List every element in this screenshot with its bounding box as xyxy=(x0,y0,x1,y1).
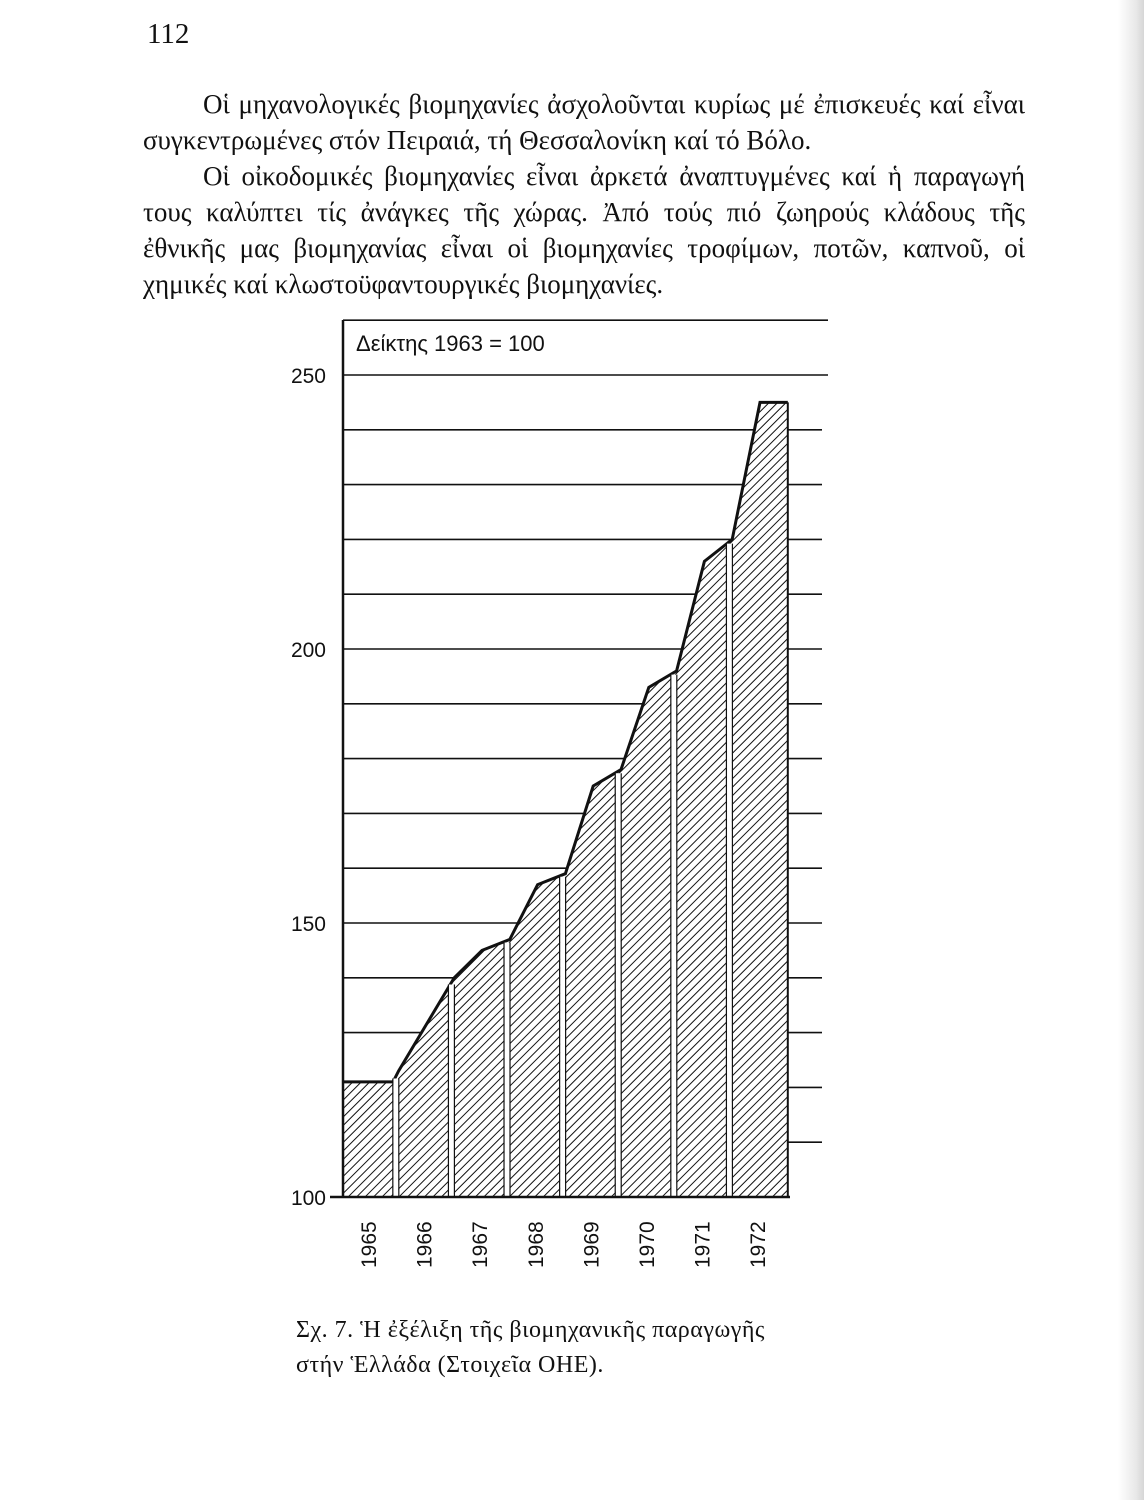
x-tick-label: 1967 xyxy=(469,1221,493,1268)
x-tick-label: 1968 xyxy=(524,1221,548,1268)
y-tick-label: 150 xyxy=(290,913,326,936)
y-tick-label: 100 xyxy=(290,1187,326,1210)
x-tick-label: 1971 xyxy=(691,1221,715,1268)
paragraph: Οἱ οἰκοδομικές βιομηχανίες εἶναι ἀρκετά ἀναπτυγμένες καί ἡ παραγωγή τους καλύπτει τίς ἀνάγκες τῆς χώρας. Ἀπό τούς πιό ζωηρούς κλάδους τῆς ἐθνικῆς μας βιομηχανίας εἶναι οἱ βιομηχανίες τροφίμων, ποτῶν, καπνοῦ, οἱ χημικές καί κλωστοϋφαντουργικές βιομηχανίες. xyxy=(143,161,1025,299)
x-tick-label: 1970 xyxy=(636,1221,660,1268)
y-tick-label: 250 xyxy=(290,365,326,388)
caption-line: Σχ. 7. Ἡ ἐξέλιξη τῆς βιομηχανικῆς παραγωγῆς xyxy=(296,1317,765,1343)
chart-title: Δείκτης 1963 = 100 xyxy=(356,331,545,356)
figure-caption xyxy=(296,1313,856,1383)
caption-line: στήν Ἑλλάδα (Στοιχεῖα ΟΗΕ). xyxy=(296,1352,604,1378)
page-number: 112 xyxy=(147,18,190,50)
paragraph: Οἱ μηχανολογικές βιομηχανίες ἀσχολοῦνται κυρίως μέ ἐπισκευές καί εἶναι συγκεντρωμένες στόν Πειραιά, τή Θεσσαλονίκη καί τό Βόλο. xyxy=(143,89,1025,155)
x-tick-label: 1972 xyxy=(747,1221,771,1268)
y-tick-label: 200 xyxy=(290,639,326,662)
x-tick-label: 1965 xyxy=(358,1221,382,1268)
x-tick-label: 1966 xyxy=(413,1221,437,1268)
x-tick-label: 1969 xyxy=(580,1221,604,1268)
